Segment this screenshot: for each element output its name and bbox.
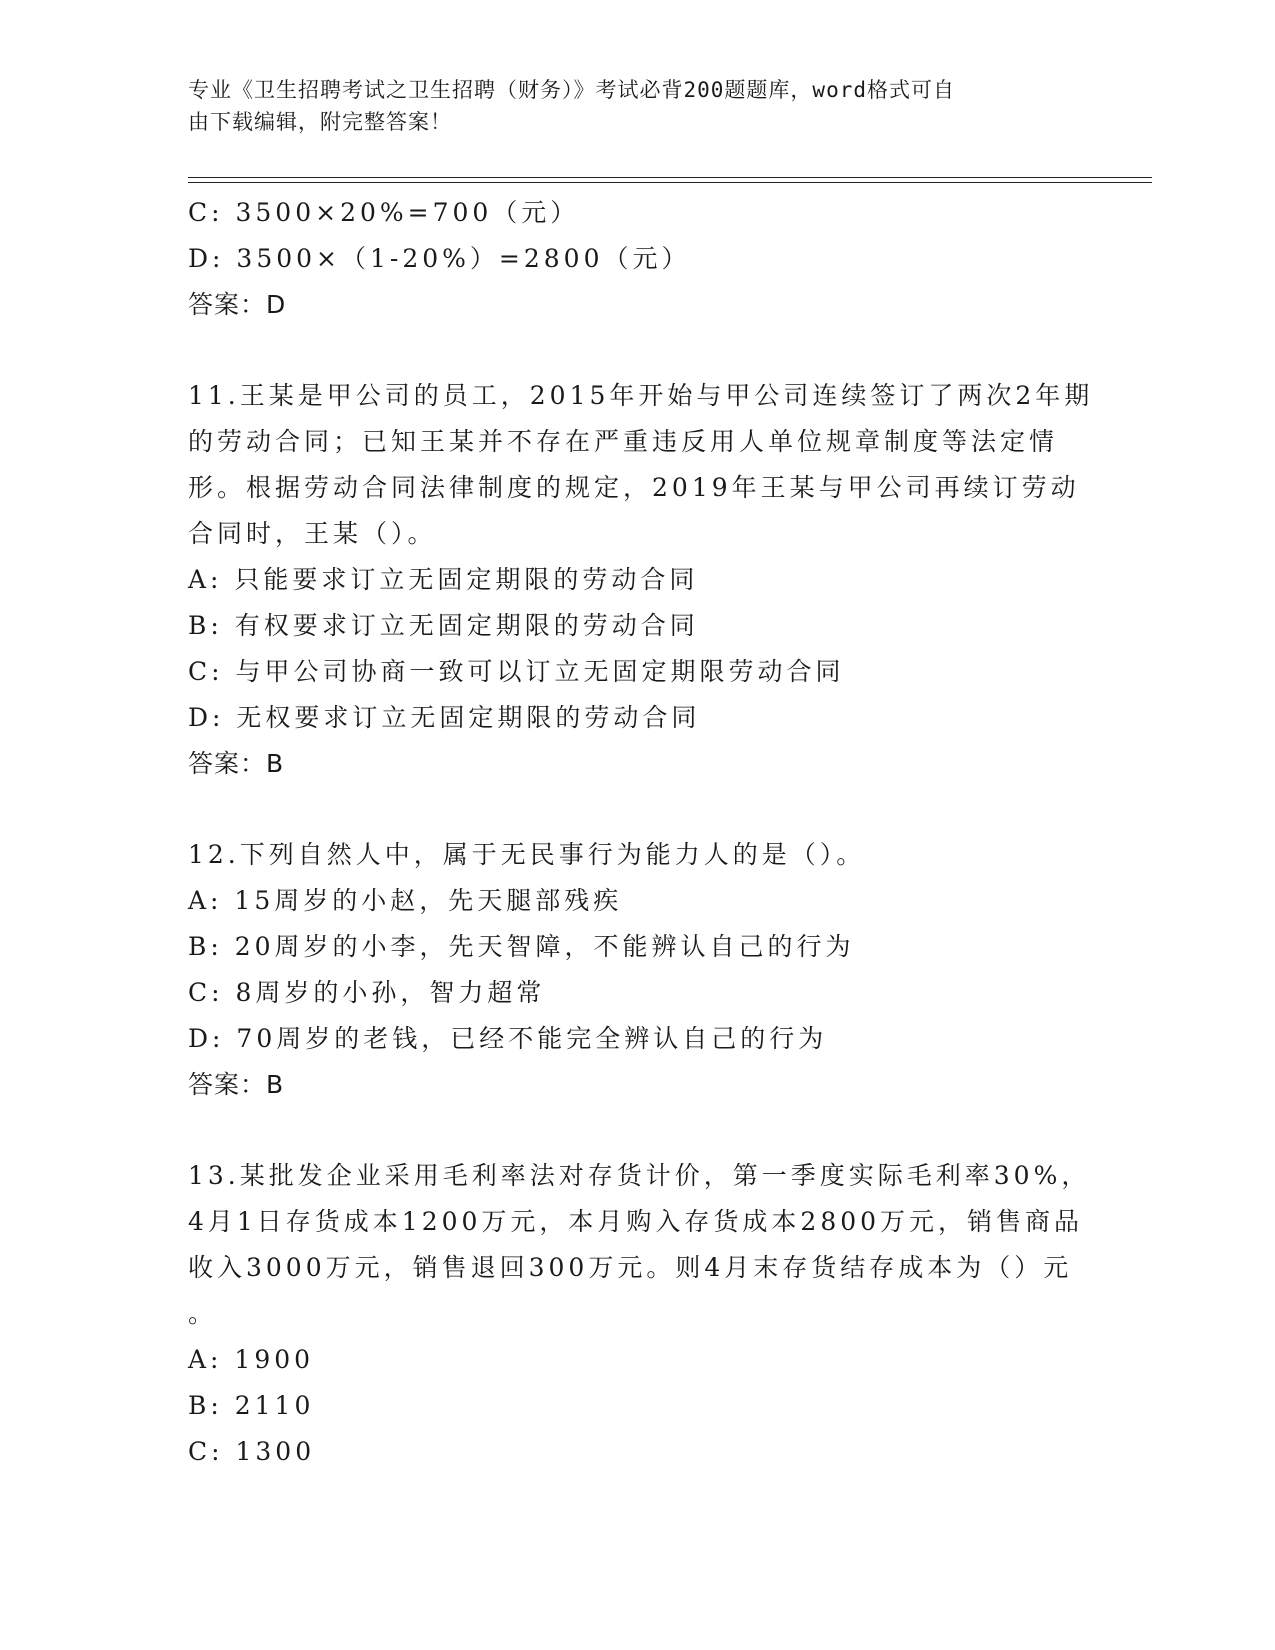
option-d: D: 70周岁的老钱，已经不能完全辨认自己的行为 <box>188 1024 828 1053</box>
header-divider-bottom <box>188 182 1152 183</box>
question-stem-line: 4月1日存货成本1200万元，本月购入存货成本2800万元，销售商品 <box>188 1207 1084 1236</box>
header-divider-top <box>188 177 1152 178</box>
spacer <box>188 1108 1078 1153</box>
question-13 <box>188 1153 1091 1475</box>
question-stem-line: 收入3000万元，销售退回300万元。则4月末存货结存成本为（）元 <box>188 1253 1073 1282</box>
question-12 <box>188 832 1078 1108</box>
question-stem-line: 12.下列自然人中，属于无民事行为能力人的是（）。 <box>188 840 866 869</box>
option-c: C: 8周岁的小孙，智力超常 <box>188 978 546 1007</box>
answer-line: 答案：B <box>188 1070 285 1099</box>
option-c: C: 3500×20%=700（元） <box>188 198 580 227</box>
question-stem-line: 13.某批发企业采用毛利率法对存货计价，第一季度实际毛利率30%， <box>188 1161 1091 1190</box>
option-b: B: 20周岁的小李，先天智障，不能辨认自己的行为 <box>188 932 855 961</box>
question-stem-line: 形。根据劳动合同法律制度的规定，2019年王某与甲公司再续订劳动 <box>188 473 1080 502</box>
option-a: A: 只能要求订立无固定期限的劳动合同 <box>188 565 699 594</box>
question-list <box>188 190 1094 1475</box>
spacer <box>188 328 1078 373</box>
header-title-line-2: 由下载编辑，附完整答案！ <box>188 110 452 134</box>
answer-line: 答案：D <box>188 290 287 319</box>
question-11 <box>188 373 1094 787</box>
option-a: A: 1900 <box>188 1345 315 1374</box>
question-stem-line: 11.王某是甲公司的员工，2015年开始与甲公司连续签订了两次2年期 <box>188 381 1094 410</box>
header-title-line-1: 专业《卫生招聘考试之卫生招聘（财务）》考试必背200题题库，word格式可自 <box>188 78 955 102</box>
option-d: D: 无权要求订立无固定期限的劳动合同 <box>188 703 701 732</box>
question-stem-line: 。 <box>188 1299 218 1328</box>
answer-line: 答案：B <box>188 749 285 778</box>
document-header <box>188 74 1068 138</box>
spacer <box>188 787 1078 832</box>
question-10-tail <box>188 190 1078 328</box>
option-d: D: 3500×（1-20%）=2800（元） <box>188 244 691 273</box>
option-c: C: 与甲公司协商一致可以订立无固定期限劳动合同 <box>188 657 845 686</box>
option-a: A: 15周岁的小赵，先天腿部残疾 <box>188 886 623 915</box>
question-stem-line: 的劳动合同；已知王某并不存在严重违反用人单位规章制度等法定情 <box>188 427 1059 456</box>
option-c: C: 1300 <box>188 1437 316 1466</box>
option-b: B: 2110 <box>188 1391 315 1420</box>
question-stem-line: 合同时，王某（）。 <box>188 519 437 548</box>
option-b: B: 有权要求订立无固定期限的劳动合同 <box>188 611 699 640</box>
